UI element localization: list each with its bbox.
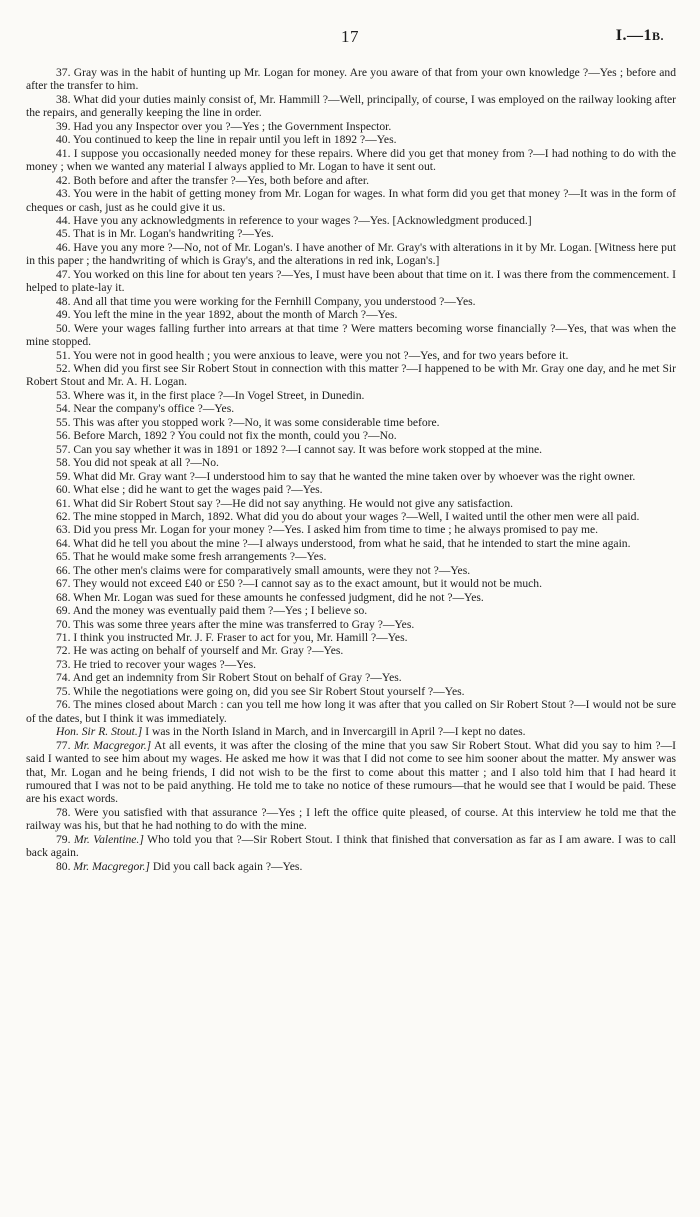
paragraph-text: 41. I suppose you occasionally needed money for these repairs. Where did you get that money from ?—I had nothing to do with the money ; when we wanted any material I always applied to Mr. Logan to have it sent out. <box>26 146 676 174</box>
paragraph-text: 61. What did Sir Robert Stout say ?—He did not say anything. He would not give any satisfaction. <box>56 496 514 510</box>
paragraph-text: 75. While the negotiations were going on, did you see Sir Robert Stout yourself ?—Yes. <box>56 684 465 698</box>
evidence-paragraph <box>26 402 676 415</box>
evidence-paragraph <box>26 497 676 510</box>
evidence-paragraph <box>26 591 676 604</box>
evidence-paragraph <box>26 510 676 523</box>
paragraph-text: 63. Did you press Mr. Logan for your money ?—Yes. I asked him from time to time ; he always promised to pay me. <box>56 523 599 537</box>
paragraph-text: 46. Have you any more ?—No, not of Mr. Logan's. I have another of Mr. Gray's with alterations in it by Mr. Logan. [Witness here put in this paper ; the handwriting of which is Gray's, and the alterations in red ink, Logan's.] <box>26 240 676 268</box>
evidence-paragraph <box>26 685 676 698</box>
evidence-paragraph <box>26 389 676 402</box>
paragraph-text: 73. He tried to recover your wages ?—Yes. <box>56 657 257 671</box>
speaker-label: Hon. Sir R. Stout.] <box>56 725 143 739</box>
evidence-paragraph <box>26 698 676 725</box>
evidence-paragraph <box>26 537 676 550</box>
paragraph-text: 64. What did he tell you about the mine ?—I always understood, from what he said, that he intended to start the mine again. <box>56 536 631 550</box>
paragraph-text: At all events, it was after the closing of the mine that you saw Sir Robert Stout. What did you say to him ?—I said I wanted to see him about my wages. He asked me how it was that I did not come to see him sooner about the matter. My answer was that, Mr. Logan and he being friends, I did not wish to be the first to come about this matter ; and I also told him that I had heard it rumoured that I was not to be paid anything. He told me to take no notice of these rumours—that he would see that I would be paid. These are his exact words. <box>26 738 676 806</box>
page-number: 17 <box>341 27 359 46</box>
paragraph-text: 39. Had you any Inspector over you ?—Yes ; the Government Inspector. <box>56 119 392 133</box>
evidence-paragraph <box>26 93 676 120</box>
evidence-paragraph <box>26 362 676 389</box>
paragraph-text: Did you call back again ?—Yes. <box>149 859 303 873</box>
paragraph-text: 70. This was some three years after the mine was transferred to Gray ?—Yes. <box>56 617 415 631</box>
evidence-paragraph <box>26 187 676 214</box>
paragraph-text: 52. When did you first see Sir Robert Stout in connection with this matter ?—I happened to be with Mr. Gray one day, and he met Sir Robert Stout and Mr. A. H. Logan. <box>26 361 676 389</box>
speaker-label: Mr. Valentine.] <box>74 832 144 846</box>
paragraph-text: 51. You were not in good health ; you were anxious to leave, were you not ?—Yes, and for two years before it. <box>56 348 569 362</box>
paragraph-text: 67. They would not exceed £40 or £50 ?—I cannot say as to the exact amount, but it would not be much. <box>56 577 542 591</box>
evidence-paragraph <box>26 443 676 456</box>
paragraph-text: 49. You left the mine in the year 1892, about the month of March ?—Yes. <box>56 308 398 322</box>
evidence-paragraph <box>26 550 676 563</box>
paragraph-text: 38. What did your duties mainly consist of, Mr. Hammill ?—Well, principally, of course, I was employed on the railway looking after the repairs, and generally keeping the line in order. <box>26 92 676 120</box>
paragraph-text: 78. Were you satisfied with that assurance ?—Yes ; I left the office quite pleased, of course. At this interview he told me that the railway was his, but that he had nothing to do with the mine. <box>26 805 676 833</box>
paragraph-text: 48. And all that time you were working for the Fernhill Company, you understood ?—Yes. <box>56 294 476 308</box>
evidence-paragraph <box>26 658 676 671</box>
paragraph-text: 66. The other men's claims were for comparatively small amounts, were they not ?—Yes. <box>56 563 471 577</box>
evidence-paragraph <box>26 120 676 133</box>
evidence-paragraph <box>26 604 676 617</box>
paragraph-text: 76. The mines closed about March : can you tell me how long it was after that you called on Sir Robert Stout ?—I would not be sure of the dates, but I think it was immediately. <box>26 698 676 725</box>
evidence-paragraph <box>26 227 676 240</box>
speaker-label: Mr. Macgregor.] <box>74 738 152 752</box>
speaker-label: Mr. Macgregor.] <box>73 859 150 873</box>
evidence-paragraph <box>26 268 676 295</box>
paragraph-text: 44. Have you any acknowledgments in reference to your wages ?—Yes. [Acknowledgment produced.] <box>56 213 532 227</box>
paragraph-text: 74. And get an indemnity from Sir Robert Stout on behalf of Gray ?—Yes. <box>56 671 402 685</box>
paragraph-text: 43. You were in the habit of getting money from Mr. Logan for wages. In what form did you get that money ?—It was in the form of cheques or cash, just as he could give it us. <box>26 187 676 214</box>
evidence-paragraph <box>26 806 676 833</box>
evidence-paragraph <box>26 631 676 644</box>
paragraph-text: 71. I think you instructed Mr. J. F. Fraser to act for you, Mr. Hamill ?—Yes. <box>56 631 408 645</box>
reference-code: I.—1 <box>615 27 652 44</box>
evidence-paragraph <box>26 671 676 684</box>
paragraph-text: 55. This was after you stopped work ?—No, it was some considerable time before. <box>56 415 440 429</box>
evidence-transcript <box>26 66 676 873</box>
paragraph-text: 62. The mine stopped in March, 1892. What did you do about your wages ?—Well, I waited until the other men were all paid. <box>56 509 640 523</box>
paragraph-text: 68. When Mr. Logan was sued for these amounts he confessed judgment, did he not ?—Yes. <box>56 590 484 604</box>
paragraph-text: 37. Gray was in the habit of hunting up Mr. Logan for money. Are you aware of that from your own knowledge ?—Yes ; before and after the transfer to him. <box>26 66 676 93</box>
paragraph-text: 45. That is in Mr. Logan's handwriting ?—Yes. <box>56 227 274 241</box>
evidence-paragraph <box>26 322 676 349</box>
evidence-paragraph <box>26 725 676 738</box>
evidence-paragraph <box>26 241 676 268</box>
evidence-paragraph <box>26 456 676 469</box>
document-reference <box>616 27 664 45</box>
evidence-paragraph <box>26 860 676 873</box>
evidence-paragraph <box>26 214 676 227</box>
paragraph-text: 72. He was acting on behalf of yourself and Mr. Gray ?—Yes. <box>56 644 344 658</box>
evidence-paragraph <box>26 416 676 429</box>
evidence-paragraph <box>26 577 676 590</box>
paragraph-text: 50. Were your wages falling further into arrears at that time ? Were matters becoming worse financially ?—Yes, that was when the mine stopped. <box>26 321 676 349</box>
evidence-paragraph <box>26 308 676 321</box>
evidence-paragraph <box>26 295 676 308</box>
reference-suffix: B. <box>651 29 664 43</box>
paragraph-text: 77. <box>56 738 74 752</box>
evidence-paragraph <box>26 618 676 631</box>
evidence-paragraph <box>26 483 676 496</box>
paragraph-text: I was in the North Island in March, and in Invercargill in April ?—I kept no dates. <box>142 725 526 739</box>
paragraph-text: 58. You did not speak at all ?—No. <box>56 456 219 470</box>
evidence-paragraph <box>26 174 676 187</box>
paragraph-text: 80. <box>56 859 74 873</box>
paragraph-text: 69. And the money was eventually paid them ?—Yes ; I believe so. <box>56 604 368 618</box>
paragraph-text: 54. Near the company's office ?—Yes. <box>56 402 235 416</box>
paragraph-text: 53. Where was it, in the first place ?—In Vogel Street, in Dunedin. <box>56 388 365 402</box>
evidence-paragraph <box>26 66 676 93</box>
paragraph-text: 65. That he would make some fresh arrangements ?—Yes. <box>56 550 327 564</box>
paragraph-text: 60. What else ; did he want to get the wages paid ?—Yes. <box>56 483 323 497</box>
evidence-paragraph <box>26 429 676 442</box>
evidence-paragraph <box>26 147 676 174</box>
evidence-paragraph <box>26 133 676 146</box>
evidence-paragraph <box>26 644 676 657</box>
paragraph-text: 47. You worked on this line for about ten years ?—Yes, I must have been about that time on it. I was there from the commencement. I helped to plate-lay it. <box>26 267 676 295</box>
evidence-paragraph <box>26 564 676 577</box>
evidence-paragraph <box>26 523 676 536</box>
paragraph-text: 42. Both before and after the transfer ?—Yes, both before and after. <box>56 173 370 187</box>
paragraph-text: 40. You continued to keep the line in repair until you left in 1892 ?—Yes. <box>56 133 397 147</box>
evidence-paragraph <box>26 470 676 483</box>
paragraph-text: 59. What did Mr. Gray want ?—I understood him to say that he wanted the mine taken over by whoever was the right owner. <box>56 469 636 483</box>
evidence-paragraph <box>26 739 676 806</box>
paragraph-text: 79. <box>56 832 74 846</box>
paragraph-text: 57. Can you say whether it was in 1891 or 1892 ?—I cannot say. It was before work stopped at the mine. <box>56 442 543 456</box>
paragraph-text: Who told you that ?—Sir Robert Stout. I think that finished that conversation as far as I am aware. I was to call back again. <box>26 832 677 860</box>
evidence-paragraph <box>26 349 676 362</box>
evidence-paragraph <box>26 833 676 860</box>
paragraph-text: 56. Before March, 1892 ? You could not fix the month, could you ?—No. <box>56 429 397 443</box>
